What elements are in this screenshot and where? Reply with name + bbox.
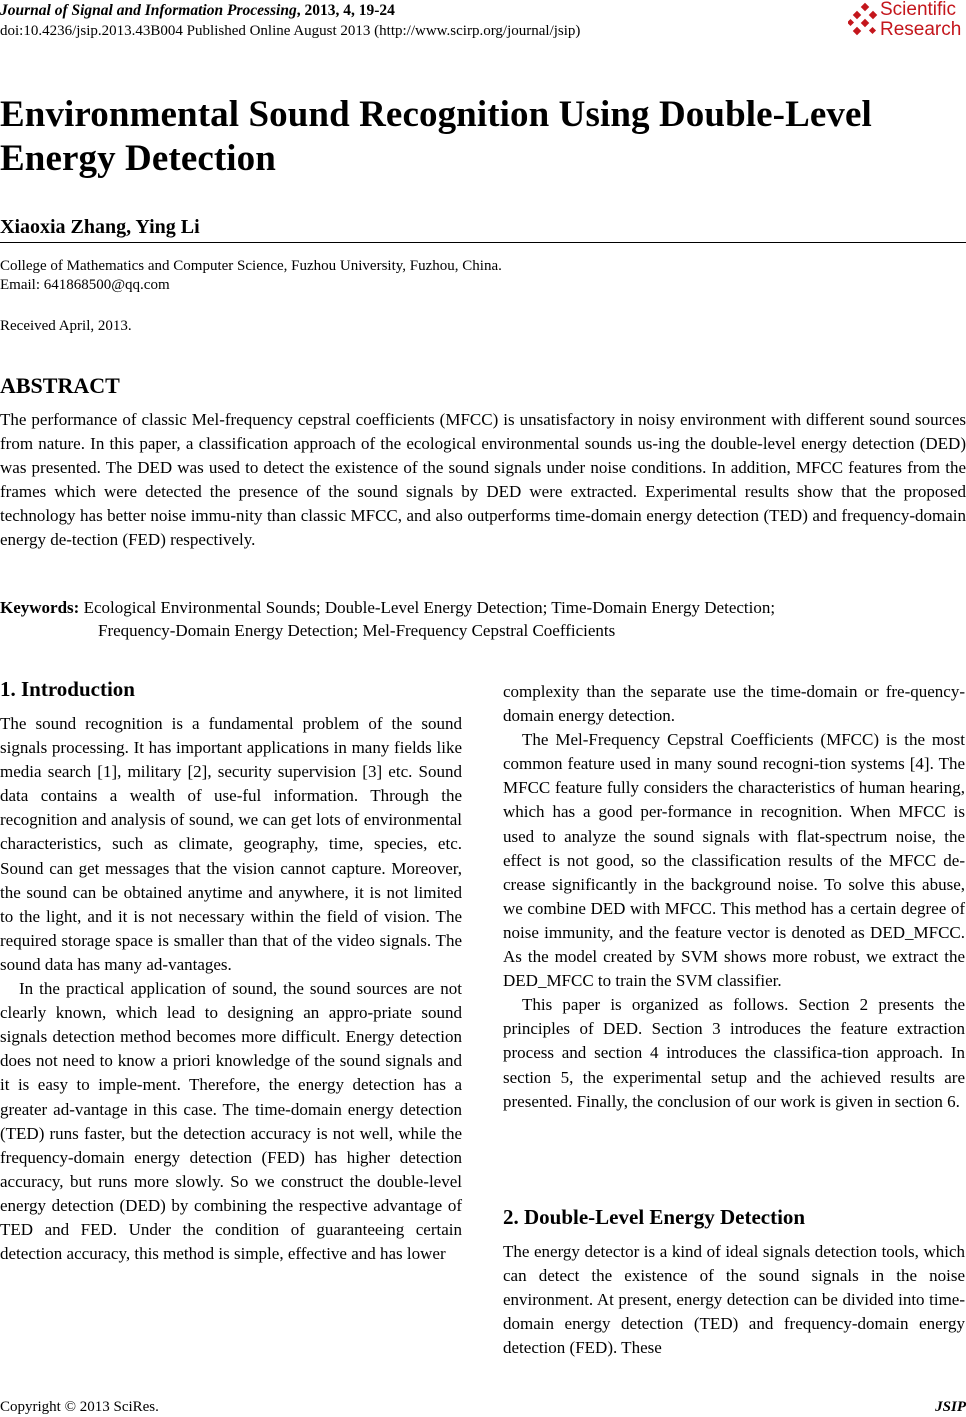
intro-paragraph-3: The Mel-Frequency Cepstral Coefficients (MFCC) is the most common feature used in many sound recogni-tion systems [4]. The MFCC feature fully considers the characteristics of human hearing, which has a good per-formance in recognition. When MFCC is used to analyze the sound signals with flat-spectrum noise, the effect is not good, so the classification results of the MFCC de-crease significantly in the background noise. To solve this abuse, we combine DED with MFCC. This method has a certain degree of noise immunity, and the feature vector is denoted as DED_MFCC. As the model created by SVM shows more robust, we extract the DED_MFCC to train the SVM classifier.	[503, 730, 965, 991]
keywords-line-2: Frequency-Domain Energy Detection; Mel-Frequency Cepstral Coefficients	[98, 621, 616, 640]
doi-line: doi:10.4236/jsip.2013.43B004 Published Online August 2013 (http://www.scirp.org/journal/jsip)	[0, 23, 581, 39]
keywords-line-1: Ecological Environmental Sounds; Double-Level Energy Detection; Time-Domain Energy Detection;	[83, 598, 776, 617]
copyright: Copyright © 2013 SciRes.	[0, 1399, 159, 1415]
received-date: Received April, 2013.	[0, 318, 132, 334]
page-footer	[0, 1398, 966, 1416]
right-column	[503, 680, 965, 1114]
journal-volume: , 2013, 4, 19-24	[296, 2, 395, 19]
logo-line-2: Research	[880, 19, 962, 40]
intro-paragraph-2-continued: complexity than the separate use the time-domain or fre-quency-domain energy detection.	[503, 682, 965, 726]
section-1-heading: 1. Introduction	[0, 677, 135, 701]
intro-paragraph-1: The sound recognition is a fundamental problem of the sound signals processing. It has important applications in many fields like media search [1], military [2], security supervision [3] etc. Sound data contains a wealth of use-ful information. Through the recognition and analysis of sound, we can get lots of environmental characteristics, such as climate, geography, time, species, etc. Sound can get messages that the vision cannot capture. Moreover, the sound can be obtained anytime and anywhere, it is not limited to the light, and it is not necessary within the field of vision. The required storage space is smaller than that of the video signals. The sound data has many ad-vantages.	[0, 714, 462, 974]
ded-paragraph-1: The energy detector is a kind of ideal signals detection tools, which can detect the existence of the sound signals in the noise environment. At present, energy detection can be divided into time-domain energy detection (TED) and frequency-domain energy detection (FED). These	[503, 1242, 965, 1358]
journal-name: Journal of Signal and Information Processing	[0, 2, 297, 19]
keywords	[0, 596, 966, 642]
logo-line-1: Scientific	[880, 0, 957, 20]
intro-paragraph-4: This paper is organized as follows. Section 2 presents the principles of DED. Section 3 introduces the feature extraction process and section 4 introduces the classifica-tion approach. In section 5, the experimental setup and the achieved results are presented. Finally, the conclusion of our work is given in section 6.	[503, 995, 965, 1111]
publisher-logo[interactable]	[848, 0, 966, 44]
section-2-heading: 2. Double-Level Energy Detection	[503, 1205, 806, 1229]
paper-title: Environmental Sound Recognition Using Double-Level Energy Detection	[0, 94, 872, 179]
affiliation: College of Mathematics and Computer Science, Fuzhou University, Fuzhou, China.	[0, 258, 502, 274]
section-2-body	[503, 1240, 965, 1360]
journal-abbrev: JSIP	[935, 1399, 966, 1415]
journal-citation	[0, 2, 395, 20]
paper-authors: Xiaoxia Zhang, Ying Li	[0, 216, 200, 238]
logo-wordmark	[880, 0, 961, 40]
abstract-text: The performance of classic Mel-frequency cepstral coefficients (MFCC) is unsatisfactory in noisy environment with different sound sources from nature. In this paper, a classification approach of the ecological environmental sounds us-ing the double-level energy detection (DED) was presented. The DED was used to detect the existence of the sound signals under noise conditions. In addition, MFCC features from the frames which were detected the presence of the sound signals by DED were extracted. Experimental results show that the proposed technology has better noise immu-nity than classic MFCC, and also outperforms time-domain energy detection (TED) and frequency-domain energy de-tection (FED) respectively.	[0, 410, 966, 550]
keywords-label: Keywords:	[0, 598, 80, 617]
intro-paragraph-2: In the practical application of sound, the sound sources are not clearly known, which lead to designing an appro-priate sound signals detection method becomes more difficult. Energy detection does not need to know a priori knowledge of the sound signals and it is easy to imple-ment. Therefore, the energy detection has a greater ad-vantage in this case. The time-domain energy detection (TED) runs faster, but the detection accuracy is not well, while the frequency-domain energy detection (FED) has higher detection accuracy, but runs more slowly. So we construct the double-level energy detection (DED) by combining the respective advantage of TED and FED. Under the condition of guaranteeing certain detection accuracy, this method is simple, effective and has lower	[0, 979, 462, 1264]
abstract-heading: ABSTRACT	[0, 373, 120, 398]
author-email[interactable]: Email: 641868500@qq.com	[0, 277, 170, 293]
title-divider	[0, 242, 966, 243]
left-column	[0, 712, 462, 1266]
